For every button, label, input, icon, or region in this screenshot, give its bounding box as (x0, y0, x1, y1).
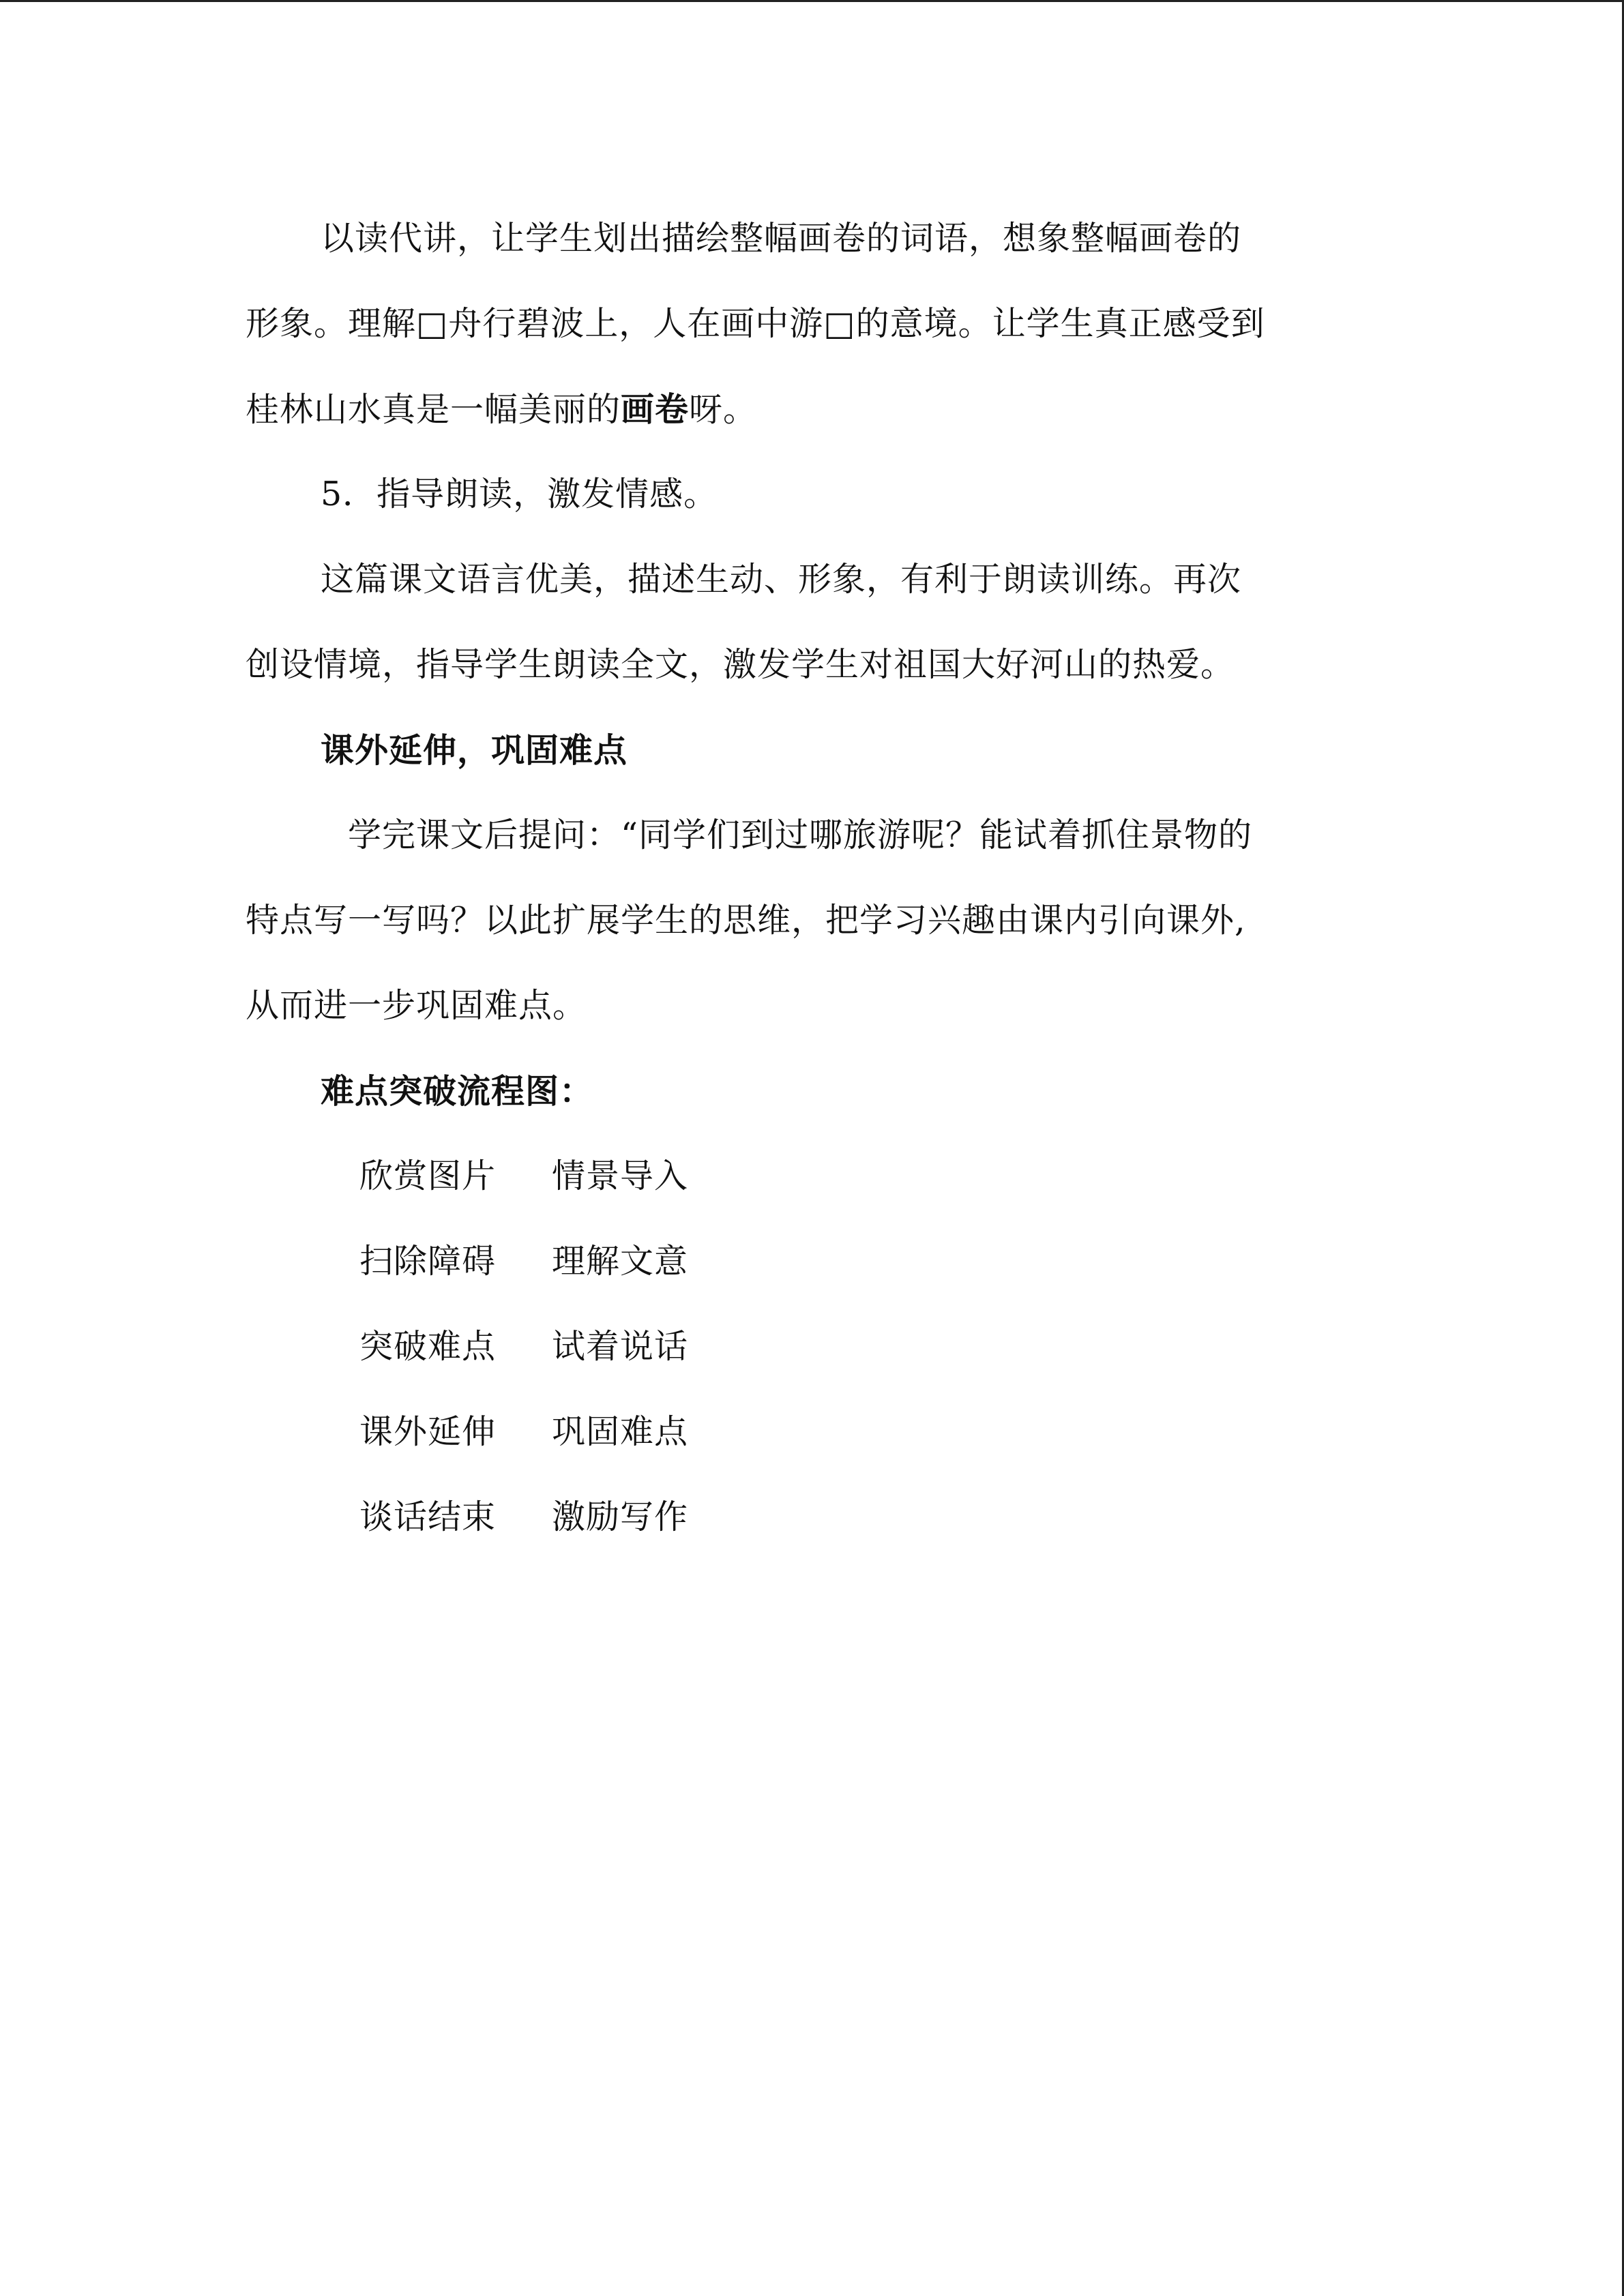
paragraph-3-line-3: 从而进一步巩固难点。 (246, 986, 587, 1025)
flow-row (359, 1323, 688, 1371)
paragraph-1-line-1: 以读代讲，让学生划出描绘整幅画卷的词语，想象整幅画卷的 (321, 219, 1242, 258)
flow-row (359, 1408, 688, 1456)
step-5-heading: 5．指导朗读，激发情感。 (321, 475, 718, 513)
paragraph-2-line-2: 创设情境，指导学生朗读全文，激发学生对祖国大好河山的热爱。 (246, 645, 1235, 684)
flow-step-left: 课外延伸 (359, 1412, 497, 1451)
paragraph-1-bold-phrase: 画卷 (621, 389, 690, 429)
flow-step-left: 突破难点 (359, 1327, 497, 1366)
paragraph-3-line-1: 学完课文后提问：“同学们到过哪旅游呢？能试着抓住景物的 (348, 816, 1253, 854)
flow-step-right: 情景导入 (552, 1157, 689, 1195)
flow-row (359, 1238, 688, 1285)
flow-step-right: 试着说话 (552, 1327, 689, 1366)
paragraph-1-line-3 (246, 385, 1391, 434)
flow-step-left: 扫除障碍 (359, 1242, 497, 1281)
flow-step-left: 欣赏图片 (359, 1157, 497, 1195)
flowchart-heading: 难点突破流程图： (321, 1071, 594, 1111)
flow-row (359, 1152, 688, 1200)
flow-row (359, 1493, 688, 1541)
paragraph-2-line-1: 这篇课文语言优美，描述生动、形象，有利于朗读训练。再次 (321, 560, 1242, 599)
extension-heading: 课外延伸，巩固难点 (321, 730, 628, 770)
page-top-border (0, 0, 1624, 2)
paragraph-3-line-2: 特点写一写吗？以此扩展学生的思维，把学习兴趣由课内引向课外, (246, 901, 1246, 940)
paragraph-1-line-3-start: 桂林山水真是一幅美丽的 (246, 390, 621, 429)
flow-step-right: 巩固难点 (552, 1412, 689, 1451)
paragraph-1-line-2: 形象。理解□舟行碧波上，人在画中游□的意境。让学生真正感受到 (246, 304, 1265, 343)
paragraph-1-line-3-end: 呀。 (689, 390, 758, 429)
flow-step-right: 理解文意 (552, 1242, 689, 1281)
flow-step-left: 谈话结束 (359, 1497, 497, 1536)
flow-step-right: 激励写作 (552, 1497, 689, 1536)
